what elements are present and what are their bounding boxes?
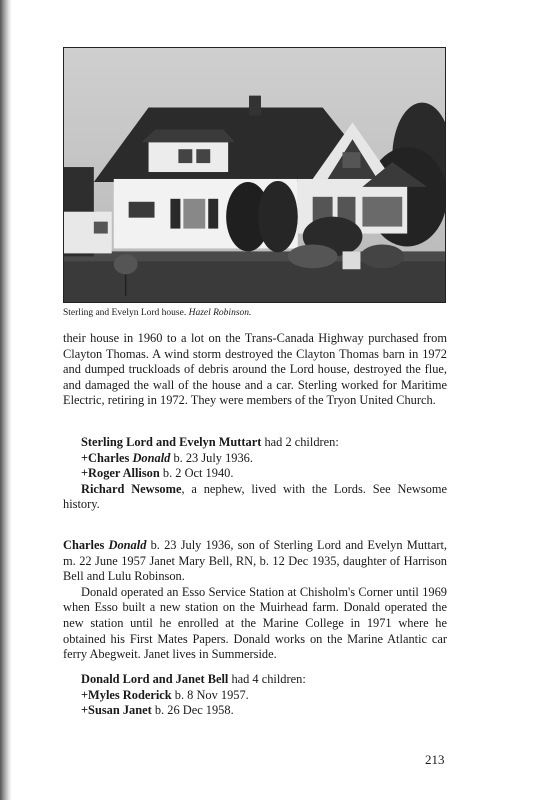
page-gutter-shadow (0, 0, 12, 800)
caption-text: Sterling and Evelyn Lord house. (63, 308, 187, 318)
children-heading: Sterling Lord and Evelyn Muttart had 2 children: (81, 435, 339, 449)
children-list-sterling (63, 435, 447, 513)
bio-paragraph: Charles Donald b. 23 July 1936, son of Sterling Lord and Evelyn Muttart, m. 22 June 1957 Janet Mary Bell, RN, b. 12 Dec 1935, daughter of Harrison Bell and Lulu Robinson. (63, 538, 447, 584)
house-photo (63, 47, 446, 303)
body-paragraph: their house in 1960 to a lot on the Trans-Canada Highway purchased from Clayton Thomas. A wind storm destroyed the Clayton Thomas barn in 1972 and dumped truckloads of debris around the Lord house, destroyed the flue, and damaged the wall of the house and a car. Sterling worked for Maritime Electric, retiring in 1972. They were members of the Tryon United Church. (63, 331, 447, 408)
nephew-note: Richard Newsome, a nephew, lived with the Lords. See Newsome history. (63, 481, 448, 512)
children-list-donald (63, 672, 447, 719)
photo-caption (63, 308, 251, 318)
paragraph-continuation (63, 331, 447, 409)
caption-credit: Hazel Robinson. (188, 308, 252, 318)
child-entry: +Roger Allison b. 2 Oct 1940. (81, 466, 234, 481)
child-entry: +Charles Donald b. 23 July 1936. (81, 450, 253, 465)
child-entry: +Myles Roderick b. 8 Nov 1957. (81, 687, 249, 702)
child-entry: +Susan Janet b. 26 Dec 1958. (81, 703, 234, 718)
page-number: 213 (425, 752, 445, 767)
biography-charles-donald (63, 538, 447, 663)
bio-paragraph-2: Donald operated an Esso Service Station at Chisholm's Corner until 1969 when Esso built a new station on the Muirhead farm. Donald operated the new station until he enrolled at the Marine College in 1971 where he obtained his First Mates Papers. Donald works on the Marine Atlantic car ferry Abegweit. Janet lives in Summerside. (63, 584, 447, 662)
children-heading: Donald Lord and Janet Bell had 4 children: (81, 672, 306, 686)
